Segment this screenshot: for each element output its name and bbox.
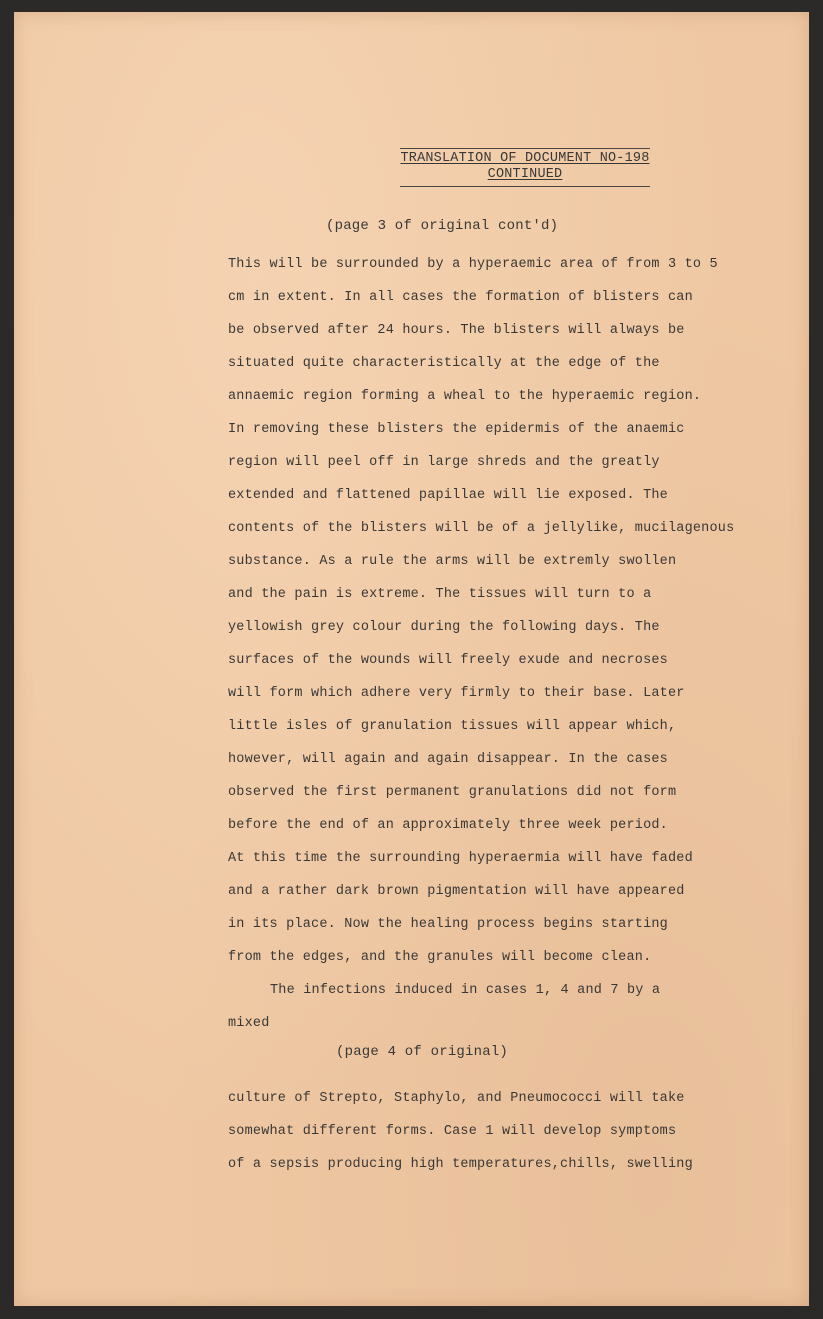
text-line: somewhat different forms. Case 1 will develop symptoms xyxy=(228,1124,677,1139)
document-header xyxy=(400,148,650,187)
text-line: culture of Strepto, Staphylo, and Pneumococci will take xyxy=(228,1091,685,1106)
text-line: yellowish grey colour during the following days. The xyxy=(228,620,660,635)
text-line: In removing these blisters the epidermis of the anaemic xyxy=(228,422,685,437)
header-subtitle: CONTINUED xyxy=(487,167,563,182)
text-line: mixed xyxy=(228,1016,270,1031)
text-line: At this time the surrounding hyperaermia will have faded xyxy=(228,851,693,866)
body-paragraph-1 xyxy=(228,248,748,1040)
text-line: contents of the blisters will be of a jellylike, mucilagenous xyxy=(228,521,735,536)
text-line: and a rather dark brown pigmentation will have appeared xyxy=(228,884,685,899)
text-line: and the pain is extreme. The tissues will turn to a xyxy=(228,587,652,602)
document-page xyxy=(14,12,809,1306)
text-line: surfaces of the wounds will freely exude and necroses xyxy=(228,653,668,668)
body-paragraph-page-4 xyxy=(228,1082,748,1181)
page-4-marker: (page 4 of original) xyxy=(336,1044,509,1060)
text-line: from the edges, and the granules will become clean. xyxy=(228,950,652,965)
text-line: The infections induced in cases 1, 4 and 7 by a xyxy=(270,983,661,998)
text-line: annaemic region forming a wheal to the hyperaemic region. xyxy=(228,389,702,404)
text-line: little isles of granulation tissues will appear which, xyxy=(228,719,677,734)
text-line: extended and flattened papillae will lie exposed. The xyxy=(228,488,668,503)
header-title: TRANSLATION OF DOCUMENT NO-198 xyxy=(400,151,650,166)
text-line: substance. As a rule the arms will be extremly swollen xyxy=(228,554,677,569)
page-3-marker: (page 3 of original cont'd) xyxy=(326,218,559,234)
text-line: before the end of an approximately three week period. xyxy=(228,818,668,833)
text-line: observed the first permanent granulations did not form xyxy=(228,785,677,800)
text-line: region will peel off in large shreds and the greatly xyxy=(228,455,660,470)
text-line: cm in extent. In all cases the formation of blisters can xyxy=(228,290,693,305)
text-line: will form which adhere very firmly to their base. Later xyxy=(228,686,685,701)
text-line: however, will again and again disappear. In the cases xyxy=(228,752,668,767)
header-bottom-rule xyxy=(400,186,650,187)
text-line: be observed after 24 hours. The blisters will always be xyxy=(228,323,685,338)
text-line: of a sepsis producing high temperatures,chills, swelling xyxy=(228,1157,693,1172)
text-line: in its place. Now the healing process begins starting xyxy=(228,917,668,932)
header-top-rule xyxy=(400,148,650,149)
text-line: This will be surrounded by a hyperaemic area of from 3 to 5 xyxy=(228,257,718,272)
text-line: situated quite characteristically at the edge of the xyxy=(228,356,660,371)
